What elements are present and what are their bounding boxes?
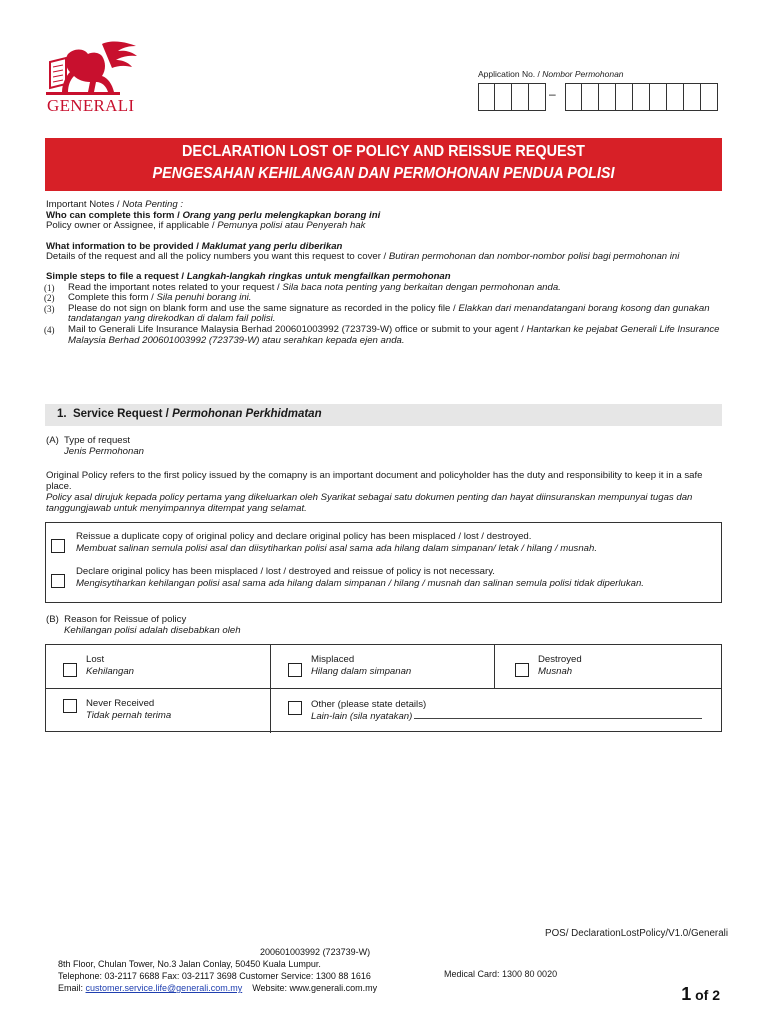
checkbox[interactable] <box>515 663 529 677</box>
application-no-separator: – <box>549 87 556 101</box>
section-service-request: 1. Service Request / Permohonan Perkhidmatan <box>45 404 722 426</box>
checkbox[interactable] <box>63 663 77 677</box>
digit-box[interactable] <box>599 83 616 111</box>
application-no-label: Application No. / Nombor Permohonan <box>478 69 624 79</box>
digit-box[interactable] <box>495 83 512 111</box>
reason-options-grid <box>45 644 722 732</box>
request-type-label: (A) Type of request Jenis Permohonan <box>46 435 144 457</box>
request-options-box <box>45 522 722 603</box>
what-heading: What information to be provided / Maklumat yang perlu diberikan <box>46 240 343 252</box>
title-banner <box>45 138 722 191</box>
option-reissue-duplicate[interactable]: Reissue a duplicate copy of original policy and declare original policy has been misplaced / lost / destroyed. Membuat salinan semula polisi asal dan diisytiharkan polisi asal sama ada hilang dalam simpanan/ letak / hilang / musnah. <box>51 531 597 554</box>
list-item: (4) Mail to Generali Life Insurance Malaysia Berhad 200601003992 (723739-W) office or submit to your agent / Hantarkan ke pejabat Generali Life Insurance Malaysia Berhad 200601003992 (723739-W) atau serahkan kepada ejen anda. <box>44 323 720 346</box>
application-no-number-boxes[interactable] <box>565 83 718 111</box>
list-item: (1) Read the important notes related to your request / Sila baca nota penting yang berkaitan dengan permohonan anda. <box>44 281 561 293</box>
notes-heading: Important Notes / Nota Penting : <box>46 199 184 210</box>
digit-box[interactable] <box>478 83 495 111</box>
digit-box[interactable] <box>529 83 546 111</box>
checkbox[interactable] <box>288 701 302 715</box>
checkbox[interactable] <box>288 663 302 677</box>
list-item: (3) Please do not sign on blank form and use the same signature as recorded in the policy file / Elakkan dari menandatangani borang kosong dan gunakan tandatangan yang direkodkan di dalam fail polisi. <box>44 302 710 325</box>
generali-logo <box>44 40 144 116</box>
original-policy-note: Original Policy refers to the first policy issued by the comapny is an important document and policyholder has the duty and responsibility to keep it in a safe place. Policy asal dirujuk kepada policy pertama yang dikeluarkan oleh Syarikat sebagai satu dokumen penting dan hayat diinsuranskan mempunyai tugas dan tanggungjawab untuk menyimpannya ditempat yang selamat. <box>46 470 703 514</box>
steps-list <box>46 283 722 347</box>
reason-destroyed[interactable]: Destroyed Musnah <box>498 654 582 677</box>
reason-other[interactable]: Other (please state details) Lain-lain (sila nyatakan) <box>271 699 702 722</box>
important-notes <box>46 200 722 346</box>
reason-misplaced[interactable]: Misplaced Hilang dalam simpanan <box>271 654 411 677</box>
digit-box[interactable] <box>582 83 599 111</box>
steps-heading: Simple steps to file a request / Langkah-langkah ringkas untuk mengfailkan permohonan <box>46 270 451 282</box>
who-answer: Policy owner or Assignee, if applicable / Pemunya polisi atau Penyerah hak <box>46 220 366 232</box>
digit-box[interactable] <box>512 83 529 111</box>
digit-box[interactable] <box>650 83 667 111</box>
what-answer: Details of the request and all the policy numbers you want this request to cover / Butiran permohonan dan nombor-nombor polisi bagi permohonan ini <box>46 251 680 263</box>
reason-label: (B) Reason for Reissue of policy Kehilangan polisi adalah disebabkan oleh <box>46 614 241 636</box>
list-item: (2) Complete this form / Sila penuhi borang ini. <box>44 292 252 304</box>
other-details-field[interactable] <box>414 711 702 719</box>
checkbox[interactable] <box>51 574 65 588</box>
form-title-en: DECLARATION LOST OF POLICY AND REISSUE REQUEST <box>182 143 585 160</box>
option-declare-lost-only[interactable]: Declare original policy has been misplaced / lost / destroyed and reissue of policy is not necessary. Mengisytiharkan kehilangan polisi asal sama ada hilang dalam simpanan / hilang / musnah dan salinan semula polisi tidak diperlukan. <box>51 566 644 589</box>
document-code: POS/ DeclarationLostPolicy/V1.0/Generali <box>545 928 728 939</box>
checkbox[interactable] <box>51 539 65 553</box>
footer-contact: 200601003992 (723739-W) 8th Floor, Chulan Tower, No.3 Jalan Conlay, 50450 Kuala Lumpur. Telephone: 03-2117 6688 Fax: 03-2117 3698 Customer Service: 1300 88 1616 Email: customer.service.life@generali.com.my Website: www.generali.com.my <box>58 947 378 993</box>
brand-name: GENERALI <box>47 96 135 115</box>
digit-box[interactable] <box>667 83 684 111</box>
email-link[interactable]: customer.service.life@generali.com.my <box>85 983 243 993</box>
medical-card-number: Medical Card: 1300 80 0020 <box>444 969 558 979</box>
reason-lost[interactable]: Lost Kehilangan <box>46 654 134 677</box>
who-heading: Who can complete this form / Orang yang perlu melengkapkan borang ini <box>46 209 381 221</box>
digit-box[interactable] <box>565 83 582 111</box>
form-title-my: PENGESAHAN KEHILANGAN DAN PERMOHONAN PENDUA POLISI <box>152 165 615 182</box>
page-number: 1 of 2 <box>681 984 720 1004</box>
application-no-prefix-boxes[interactable] <box>478 83 546 111</box>
checkbox[interactable] <box>63 699 77 713</box>
digit-box[interactable] <box>684 83 701 111</box>
digit-box[interactable] <box>616 83 633 111</box>
lion-logo-icon <box>44 40 140 98</box>
digit-box[interactable] <box>633 83 650 111</box>
reason-never-received[interactable]: Never Received Tidak pernah terima <box>46 698 171 721</box>
digit-box[interactable] <box>701 83 718 111</box>
